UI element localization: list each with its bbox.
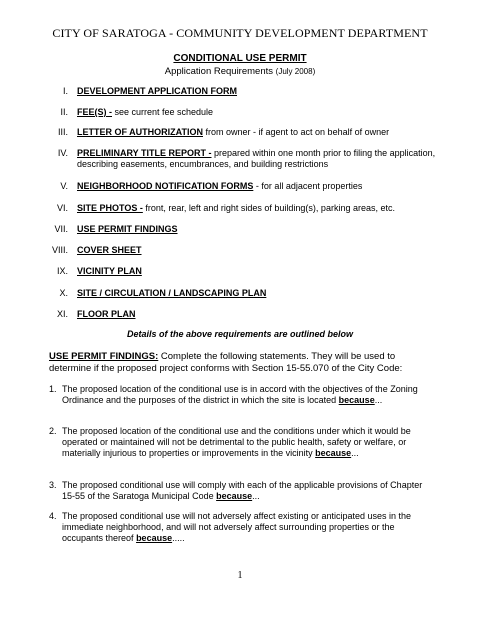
because-label: because	[338, 395, 375, 405]
document-subtitle	[0, 66, 480, 77]
requirement-heading: SITE PHOTOS -	[77, 203, 143, 213]
requirement-number: X.	[59, 288, 68, 298]
requirement-number: IX.	[56, 266, 68, 276]
finding-text	[62, 426, 432, 459]
findings-intro-text: Complete the following statements. They will be used to determine if the proposed project conforms with Section 15-55.070 of the City Code:	[49, 351, 403, 374]
requirement-heading: SITE / CIRCULATION / LANDSCAPING PLAN	[77, 288, 267, 298]
requirement-heading: FEE(S) -	[77, 107, 112, 117]
finding-text	[62, 480, 432, 502]
requirement-number: VII.	[54, 224, 68, 234]
requirement-text	[77, 245, 437, 256]
requirement-text	[77, 86, 437, 97]
finding-number: 4.	[49, 511, 57, 521]
requirement-heading: NEIGHBORHOOD NOTIFICATION FORMS	[77, 181, 254, 191]
finding-text	[62, 511, 432, 544]
finding-ellipsis: ...	[351, 448, 359, 458]
subtitle-text: Application Requirements	[164, 66, 274, 77]
requirement-heading: VICINITY PLAN	[77, 266, 142, 276]
requirement-heading: DEVELOPMENT APPLICATION FORM	[77, 86, 238, 96]
requirement-heading: LETTER OF AUTHORIZATION	[77, 127, 203, 137]
finding-statement: The proposed location of the conditional use is in accord with the objectives of the Zoning Ordinance and the purposes of the district in which the site is located	[62, 384, 418, 405]
requirement-text	[77, 181, 437, 192]
finding-ellipsis: ...	[252, 491, 260, 501]
requirement-text	[77, 148, 437, 170]
requirement-text	[77, 309, 437, 320]
requirement-number: III.	[57, 127, 68, 137]
requirement-number: V.	[60, 181, 68, 191]
requirement-description: - for all adjacent properties	[253, 181, 363, 191]
requirement-text	[77, 127, 437, 138]
requirement-number: VI.	[56, 203, 68, 213]
requirement-description: front, rear, left and right sides of building(s), parking areas, etc.	[142, 203, 395, 213]
page-number: 1	[237, 570, 243, 581]
finding-statement: The proposed conditional use will not adversely affect existing or anticipated uses in the immediate neighborhood, and will not adversely affect surrounding properties or the occupants thereof	[62, 511, 412, 543]
requirement-heading: PRELIMINARY TITLE REPORT -	[77, 148, 212, 158]
requirement-heading: COVER SHEET	[77, 245, 142, 255]
requirement-text	[77, 288, 437, 299]
findings-heading: USE PERMIT FINDINGS:	[49, 351, 159, 362]
requirement-heading: USE PERMIT FINDINGS	[77, 224, 178, 234]
because-label: because	[216, 491, 253, 501]
finding-number: 3.	[49, 480, 57, 490]
requirement-number: II.	[60, 107, 68, 117]
requirement-description: from owner - if agent to act on behalf of owner	[203, 127, 390, 137]
finding-ellipsis: .....	[172, 533, 185, 543]
finding-number: 2.	[49, 426, 57, 436]
document-title: CONDITIONAL USE PERMIT	[173, 53, 307, 64]
because-label: because	[136, 533, 173, 543]
finding-text	[62, 384, 432, 406]
finding-statement: The proposed location of the conditional use and the conditions under which it would be operated or maintained will not be detrimental to the public health, safety or welfare, or materially injurious to properties or improvements in the vicinity	[62, 426, 411, 458]
finding-number: 1.	[49, 384, 57, 394]
requirement-number: IV.	[57, 148, 68, 158]
subtitle-date: (July 2008)	[275, 67, 316, 76]
because-label: because	[315, 448, 352, 458]
requirement-text	[77, 266, 437, 277]
department-header: CITY OF SARATOGA - COMMUNITY DEVELOPMENT DEPARTMENT	[52, 26, 428, 40]
details-note: Details of the above requirements are outlined below	[126, 329, 354, 339]
requirement-text	[77, 224, 437, 235]
requirement-number: I.	[62, 86, 68, 96]
requirement-number: VIII.	[51, 245, 68, 255]
requirement-text	[77, 203, 437, 214]
finding-statement: The proposed conditional use will comply with each of the applicable provisions of Chapter 15-55 of the Saratoga Municipal Code	[62, 480, 423, 501]
requirement-heading: FLOOR PLAN	[77, 309, 136, 319]
requirement-description: see current fee schedule	[112, 107, 214, 117]
requirement-number: XI.	[56, 309, 68, 319]
findings-intro	[49, 351, 439, 374]
finding-ellipsis: ...	[374, 395, 383, 405]
requirement-description: prepared within one month prior to filing the application, describing easements, encumbrances, and building restrictions	[77, 148, 436, 169]
requirement-text	[77, 107, 437, 118]
